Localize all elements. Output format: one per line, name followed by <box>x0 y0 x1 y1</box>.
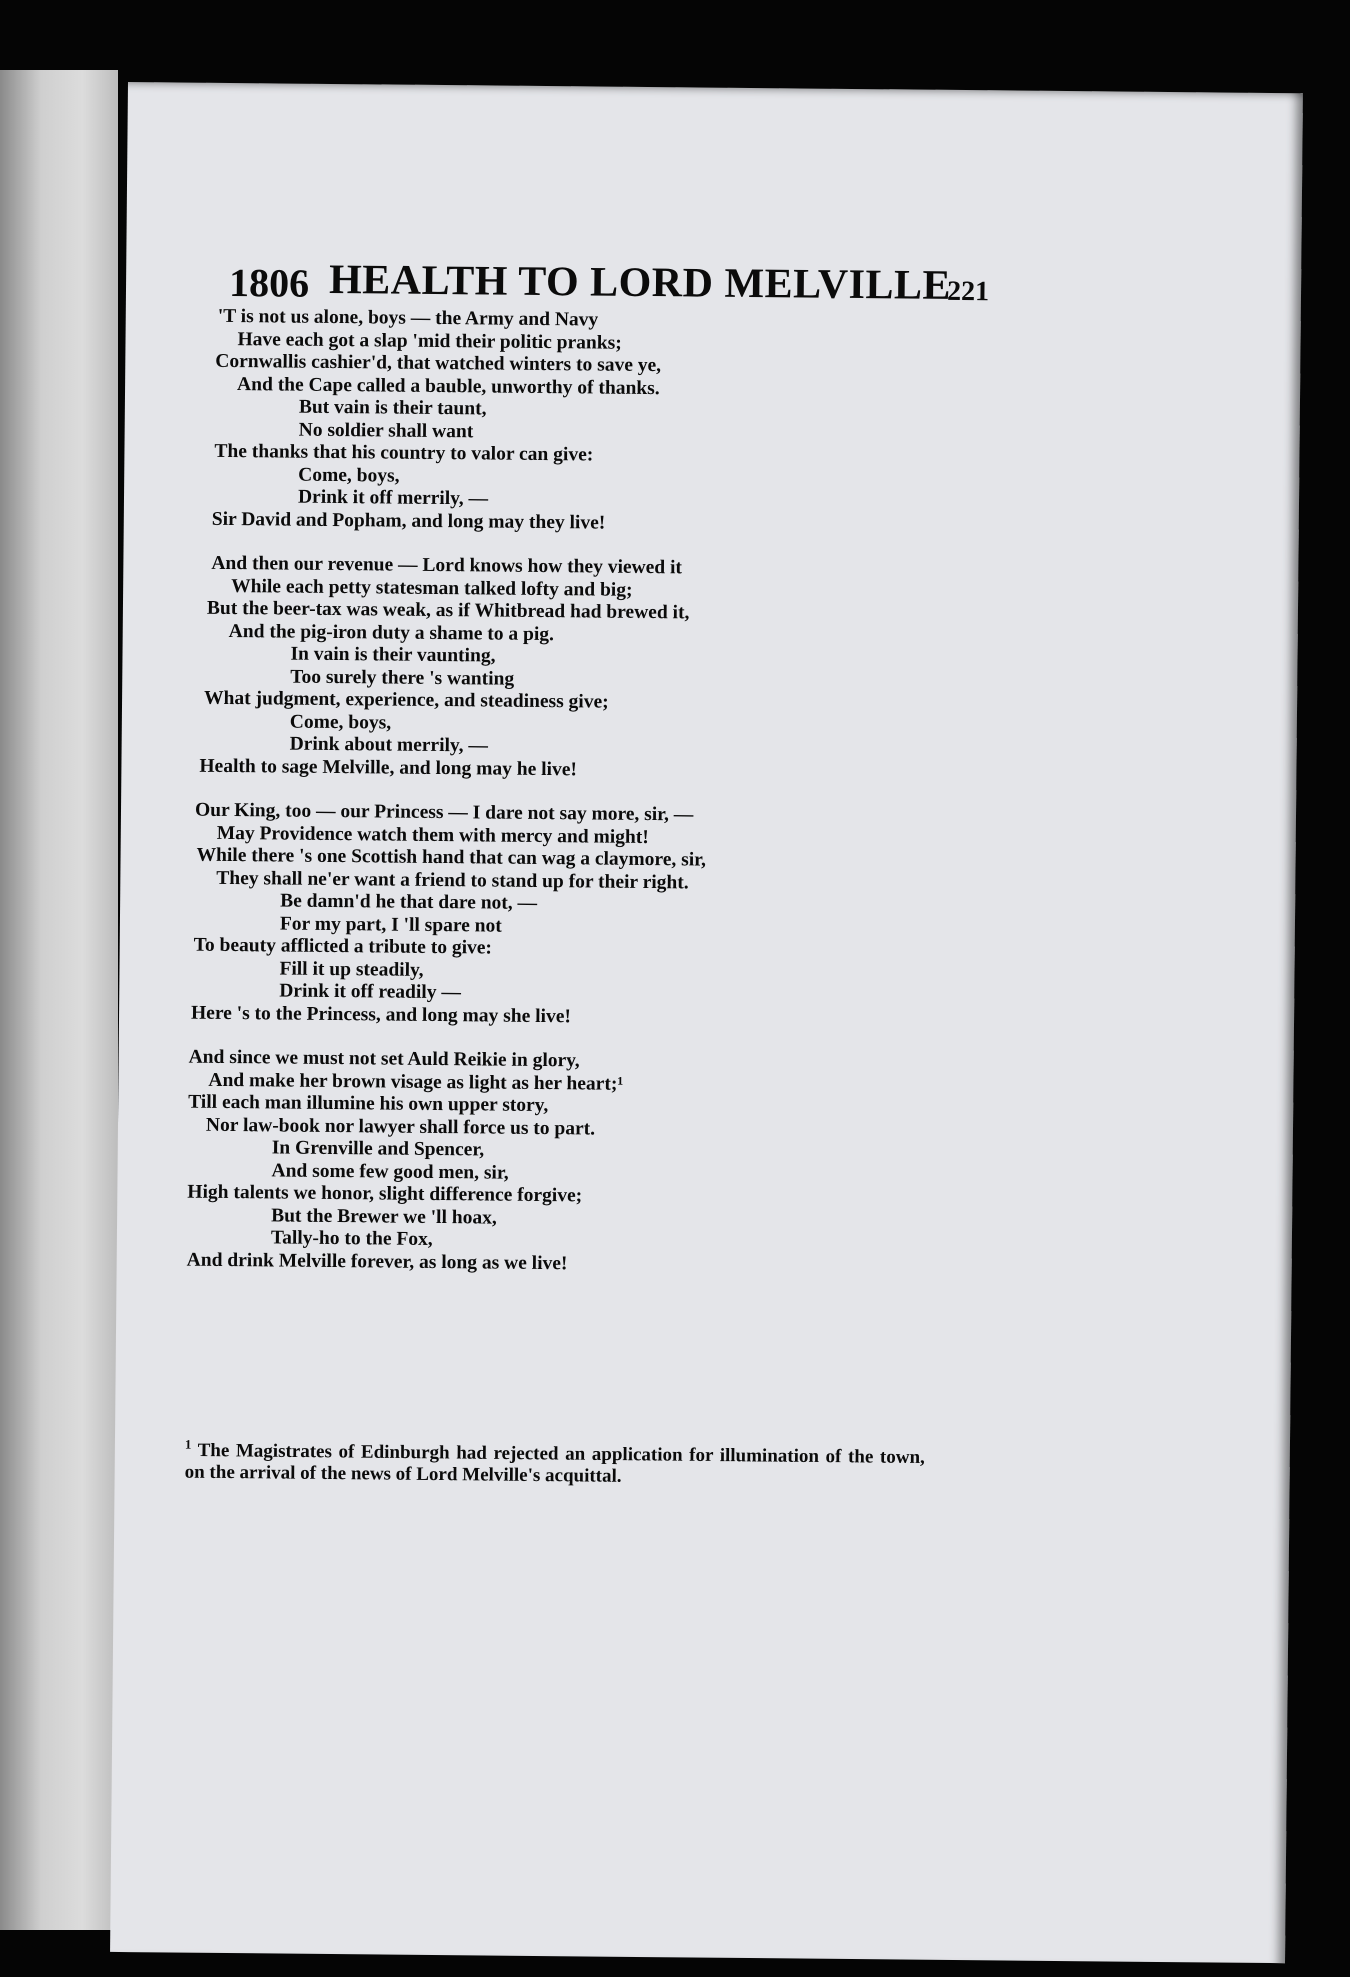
previous-page-edge <box>0 70 118 1930</box>
verse-line: And since we must not set Auld Reikie in glory, <box>188 1046 580 1072</box>
verse-line: Here 's to the Princess, and long may she live! <box>190 1002 572 1027</box>
verse-line: While each petty statesman talked lofty and big; <box>231 575 633 601</box>
verse-line: But vain is their taunt, <box>298 396 487 420</box>
poem-body <box>184 305 1095 1488</box>
verse-line: And some few good men, sir, <box>271 1159 509 1184</box>
scan-border-top <box>0 0 1350 70</box>
footnote-text: The Magistrates of Edinburgh had rejected an application for illumination of the town, on the arrival of the news of Lord Melville's acquittal. <box>184 1440 925 1488</box>
verse-line: Come, boys, <box>289 711 392 734</box>
verse-line: While there 's one Scottish hand that can wag a claymore, sir, <box>196 844 707 871</box>
verse-line: Come, boys, <box>298 464 400 487</box>
verse-line: But the beer-tax was weak, as if Whitbread had brewed it, <box>206 597 690 624</box>
verse-line: May Providence watch them with mercy and might! <box>216 822 649 848</box>
verse-line: And drink Melville forever, as long as we live! <box>186 1249 568 1274</box>
verse-line: But the Brewer we 'll hoax, <box>271 1204 497 1229</box>
verse-line: Nor law-book nor lawyer shall force us to part. <box>205 1114 596 1140</box>
stanza-4 <box>187 1047 1089 1281</box>
verse-line: Our King, too — our Princess — I dare not say more, sir, — <box>194 799 694 826</box>
verse-line: Have each got a slap 'mid their politic pranks; <box>237 328 622 354</box>
verse-line: And then our revenue — Lord knows how they viewed it <box>211 552 683 579</box>
verse-line: The thanks that his country to valor can give: <box>214 440 594 466</box>
verse-line: No soldier shall want <box>298 419 474 442</box>
verse-line: Fill it up steadily, <box>279 957 424 981</box>
stanza-3 <box>189 800 1091 1034</box>
verse-line: High talents we honor, slight difference forgive; <box>187 1181 583 1207</box>
verse-line: In Grenville and Spencer, <box>271 1137 485 1161</box>
verse-line: For my part, I 'll spare not <box>279 912 502 937</box>
verse-line: To beauty afflicted a tribute to give: <box>193 934 493 959</box>
verse-line: Drink it off merrily, — <box>297 486 489 510</box>
verse-line: Drink about merrily, — <box>289 733 488 757</box>
verse-line: Too surely there 's wanting <box>290 666 515 690</box>
footnote <box>185 1434 925 1491</box>
footnote-marker: 1 <box>184 1436 192 1452</box>
verse-line: Sir David and Popham, and long may they live! <box>211 508 606 534</box>
verse-line: Cornwallis cashier'd, that watched winters to save ye, <box>215 350 662 377</box>
verse-line: 'T is not us alone, boys — the Army and Navy <box>217 305 599 331</box>
page-number: 221 <box>946 275 990 308</box>
header-title: HEALTH TO LORD MELVILLE <box>328 256 952 309</box>
verse-line: Till each man illumine his own upper story, <box>188 1091 549 1117</box>
verse-line: In vain is their vaunting, <box>290 643 496 667</box>
verse-line: And the pig-iron duty a shame to a pig. <box>228 620 555 645</box>
scan-border-right <box>1310 0 1350 1977</box>
book-page <box>110 82 1303 1963</box>
verse-line: And make her brown visage as light as her heart;¹ <box>208 1069 624 1095</box>
verse-line: Tally-ho to the Fox, <box>270 1227 433 1250</box>
verse-line: Be damn'd he that dare not, — <box>280 890 538 914</box>
verse-line: They shall ne'er want a friend to stand up for their right. <box>216 867 689 893</box>
verse-line: Drink it off readily — <box>279 980 462 1004</box>
verse-line: Health to sage Melville, and long may he live! <box>199 755 578 780</box>
header-year: 1806 <box>228 259 310 306</box>
stanza-2 <box>191 553 1093 787</box>
verse-line: What judgment, experience, and steadiness give; <box>203 687 609 713</box>
stanza-1 <box>194 306 1096 540</box>
verse-line: And the Cape called a bauble, unworthy of thanks. <box>237 373 660 399</box>
